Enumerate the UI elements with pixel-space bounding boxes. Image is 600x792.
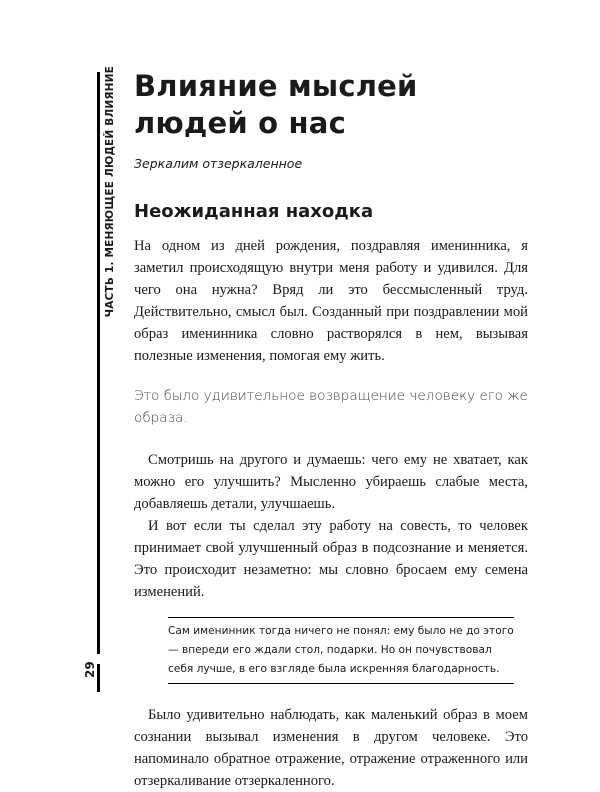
chapter-title	[134, 68, 528, 142]
paragraph: И вот если ты сделал эту работу на совесть, то человек принимает свой улучшенный образ в подсознание и меняется. Это происходит незаметно: мы словно бросаем ему семена изменений.	[134, 518, 528, 600]
page-number-text: 29	[83, 661, 97, 678]
page-content	[134, 68, 528, 792]
chapter-title-line2: людей о нас	[134, 106, 346, 140]
paragraph: Было удивительно наблюдать, как маленький образ в моем сознании вызывал изменения в другом человеке. Это напоминало обратное отражение, отражение отраженного или отзеркаливание отзеркаленного.	[134, 707, 528, 789]
pull-quote: Это было удивительное возвращение человеку его же образа.	[134, 388, 528, 426]
paragraph: Смотришь на другого и думаешь: чего ему не хватает, как можно его улучшить? Мысленно убираешь слабые места, добавляешь детали, улучшаешь.	[134, 452, 528, 512]
chapter-subtitle: Зеркалим отзеркаленное	[134, 156, 303, 171]
page-number-rule	[97, 664, 100, 692]
margin-rule	[97, 72, 100, 654]
paragraph: На одном из дней рождения, поздравляя именинника, я заметил происходящую внутри меня работу и удивился. Для чего она нужна? Вряд ли это бессмысленный труд. Действительно, смысл был. Созданный при поздравлении мой образ именинника словно растворялся в нем, вызывая полезные изменения, помогая ему жить.	[134, 238, 528, 364]
chapter-title-line1: Влияние мыслей	[134, 69, 418, 103]
running-header-text: ЧАСТЬ 1. МЕНЯЮЩЕЕ ЛЮДЕЙ ВЛИЯНИЕ	[104, 66, 116, 318]
section-heading: Неожиданная находка	[134, 201, 374, 222]
callout-box: Сам именинник тогда ничего не понял: ему было не до этого — впереди его ждали стол, подарки. Но он почувствовал себя лучше, в его взгляде была искренняя благодарность.	[168, 617, 514, 684]
page-number	[83, 660, 97, 684]
